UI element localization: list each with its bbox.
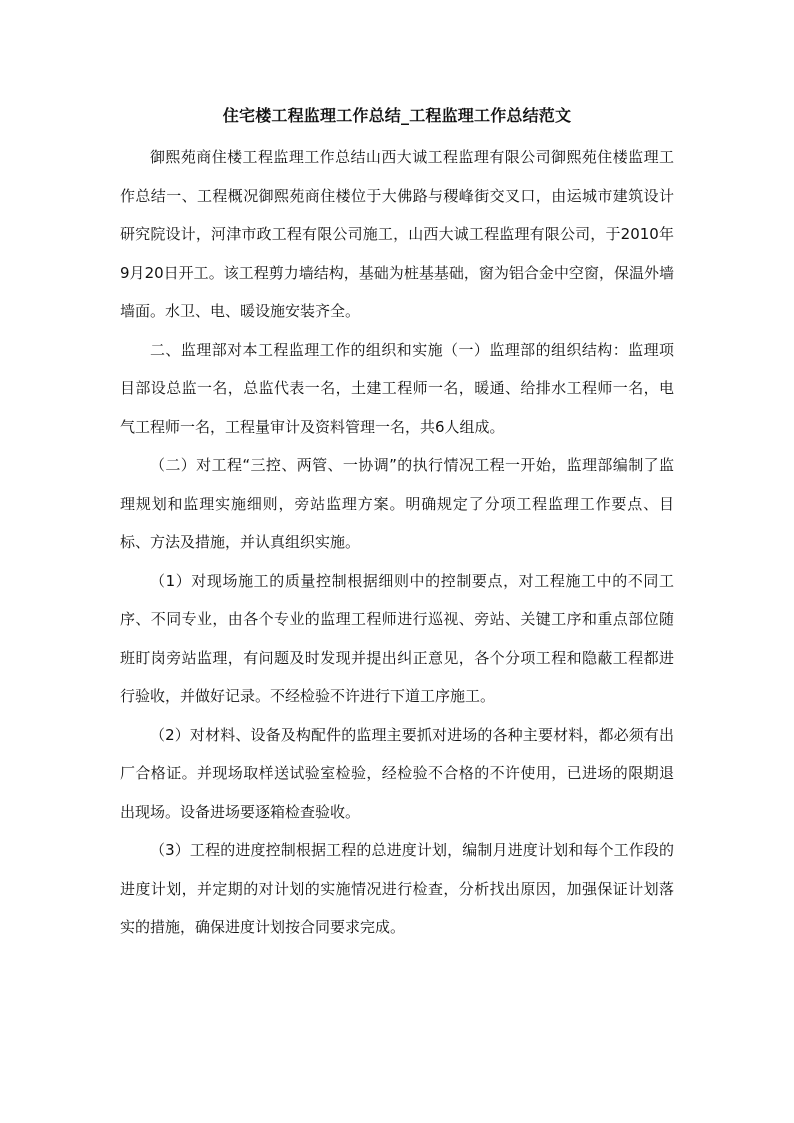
document-title: 住宅楼工程监理工作总结_工程监理工作总结范文 <box>222 106 572 125</box>
paragraph-organization: 二、监理部对本工程监理工作的组织和实施（一）监理部的组织结构：监理项目部设总监一名，总监代表一名，土建工程师一名，暖通、给排水工程师一名，电气工程师一名，工程量审计及资料管理一名，共6人组成。 <box>120 340 674 436</box>
paragraph-three-controls: （二）对工程“三控、两管、一协调”的执行情况工程一开始，监理部编制了监理规划和监理实施细则，旁站监理方案。明确规定了分项工程监理工作要点、目标、方法及措施，并认真组织实施。 <box>120 456 674 551</box>
paragraph-quality-control: （1）对现场施工的质量控制根据细则中的控制要点，对工程施工中的不同工序、不同专业，由各个专业的监理工程师进行巡视、旁站、关键工序和重点部位随班盯岗旁站监理，有问题及时发现并提出纠正意见，各个分项工程和隐蔽工程都进行验收，并做好记录。不经检验不许进行下道工序施工。 <box>120 571 674 705</box>
document-body <box>120 138 674 947</box>
paragraph-schedule-control: （3）工程的进度控制根据工程的总进度计划，编制月进度计划和每个工作段的进度计划，并定期的对计划的实施情况进行检查，分析找出原因，加强保证计划落实的措施，确保进度计划按合同要求完成。 <box>120 841 674 936</box>
paragraph-materials-control: （2）对材料、设备及构配件的监理主要抓对进场的各种主要材料，都必须有出厂合格证。并现场取样送试验室检验，经检验不合格的不许使用，已进场的限期退出现场。设备进场要逐箱检查验收。 <box>120 725 674 821</box>
paragraph-project-overview: 御熙苑商住楼工程监理工作总结山西大诚工程监理有限公司御熙苑住楼监理工作总结一、工程概况御熙苑商住楼位于大佛路与稷峰街交叉口，由运城市建筑设计研究院设计，河津市政工程有限公司施工，山西大诚工程监理有限公司，于2010年9月20日开工。该工程剪力墙结构，基础为桩基基础，窗为铝合金中空窗，保温外墙墙面。水卫、电、暖设施安装齐全。 <box>120 148 674 320</box>
